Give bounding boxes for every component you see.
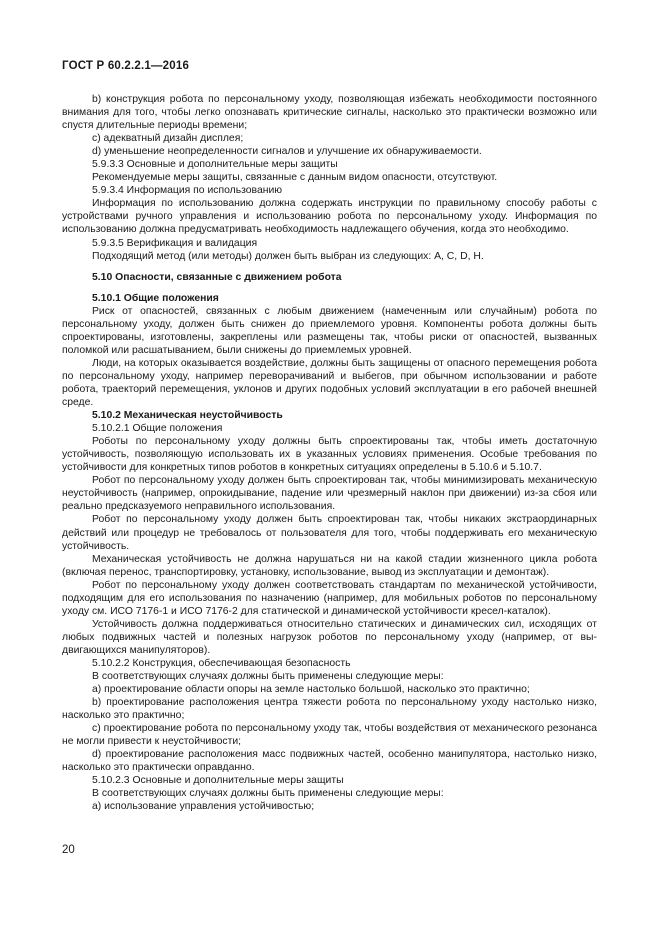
document-header: ГОСТ Р 60.2.2.1—2016 — [62, 60, 190, 72]
list-item: а) проектирование области опоры на земле настолько большой, насколько это практично; — [92, 684, 530, 696]
paragraph: Люди, на которых оказывается воздействие, должны быть защищены от опасного перемещения робота по персональному уходу, например переворачиваний и выбегов, при обычном использовании и работе робота, траекторий перемещения, уклонов и других подобных условий эксплуатации в его рабочей внешней среде. — [62, 357, 597, 409]
paragraph: d) уменьшение неопределенности сигналов и улучшение их обнаруживаемости. — [92, 146, 482, 158]
paragraph: Робот по персональному уходу должен быть спроектирован так, чтобы минимизировать механическую неустойчивость (например, опрокидывание, падение или чрезмерный наклон при движении) из-за сбоя или реально предсказуемого неправильного использования. — [62, 475, 597, 513]
page-number: 20 — [62, 844, 75, 856]
paragraph: 5.9.3.5 Верификация и валидация — [92, 237, 258, 249]
section-heading: 5.10 Опасности, связанные с движением робота — [92, 271, 342, 283]
paragraph: В соответствующих случаях должны быть применены следующие меры: — [92, 671, 444, 683]
paragraph: Механическая устойчивость не должна нарушаться ни на какой стадии жизненного цикла робота (включая перенос, транспортировку, установку, использование, вывод из эксплуатации и демонтаж). — [62, 553, 597, 578]
paragraph: В соответствующих случаях должны быть применены следующие меры: — [92, 788, 444, 800]
paragraph: c) адекватный дизайн дисплея; — [92, 133, 244, 145]
paragraph: b) конструкция робота по персональному уходу, позволяющая избежать необходимости постоянного внимания для того, чтобы легко опознавать критические сигналы, насколько это практически возможно или спустя длительные периоды времени; — [62, 94, 597, 132]
subsection-heading: 5.10.1 Общие положения — [92, 292, 219, 304]
paragraph: 5.10.2.1 Общие положения — [92, 423, 223, 435]
paragraph: 5.9.3.4 Информация по использованию — [92, 185, 283, 197]
paragraph: Устойчивость должна поддерживаться относительно статических и динамических сил, исходящих от любых подвижных частей и полезных нагрузок роботов по персональному уходу (например, от вы-двигающихся манипуляторов). — [62, 618, 597, 656]
paragraph: Информация по использованию должна содержать инструкции по правильному способу работы с устройствами ручного управления и использованию робота по персональному уходу. Информация по использованию должна предусматривать необходимость надлежащего обучения, когда это необходимо. — [62, 198, 597, 236]
paragraph: Робот по персональному уходу должен быть спроектирован так, чтобы никаких экстраординарных действий или процедур не требовалось от пользователя для того, чтобы поддерживать его механическую устойчивость. — [62, 514, 597, 552]
list-item: b) проектирование расположения центра тяжести робота по персональному уходу настолько низко, насколько это практично; — [62, 697, 597, 722]
paragraph: Роботы по персональному уходу должны быть спроектированы так, чтобы иметь достаточную устойчивость, позволяющую использовать их в указанных условиях применения. Особые требования по устойчивости для конкретных типов роботов в конкретных ситуациях определены в 5.10.6 и 5.10.7. — [62, 436, 597, 474]
paragraph: 5.10.2.3 Основные и дополнительные меры защиты — [92, 775, 344, 787]
list-item: с) проектирование робота по персональному уходу так, чтобы воздействия от механического резонанса не могли привести к неустойчивости; — [62, 723, 597, 748]
paragraph: Рекомендуемые меры защиты, связанные с данным видом опасности, отсутствуют. — [92, 172, 498, 184]
list-item: d) проектирование расположения масс подвижных частей, особенно манипулятора, настолько низко, насколько это практически оправданно. — [62, 749, 597, 774]
document-body — [62, 93, 597, 814]
paragraph: Подходящий метод (или методы) должен быть выбран из следующих: А, С, D, Н. — [92, 250, 484, 262]
paragraph: 5.10.2.2 Конструкция, обеспечивающая безопасность — [92, 657, 351, 669]
paragraph: Робот по персональному уходу должен соответствовать стандартам по механической устойчивости, подходящим для его использования по назначению (например, для мобильных роботов по персональному уходу см. ИСО 7176-1 и ИСО 7176-2 для статической и динамической устойчивости кресел-каталок). — [62, 579, 597, 617]
list-item: а) использование управления устойчивостью; — [92, 801, 315, 813]
paragraph: 5.9.3.3 Основные и дополнительные меры защиты — [92, 159, 338, 171]
subsection-heading: 5.10.2 Механическая неустойчивость — [92, 410, 283, 422]
paragraph: Риск от опасностей, связанных с любым движением (намеченным или случайным) робота по персональному уходу, должен быть снижен до приемлемого уровня. Компоненты робота должны быть спроектированы, изготовлены, закреплены или размещены так, чтобы риски от опасностей, вызванных поломкой или расшатыванием, были снижены до приемлемых уровней. — [62, 305, 597, 356]
